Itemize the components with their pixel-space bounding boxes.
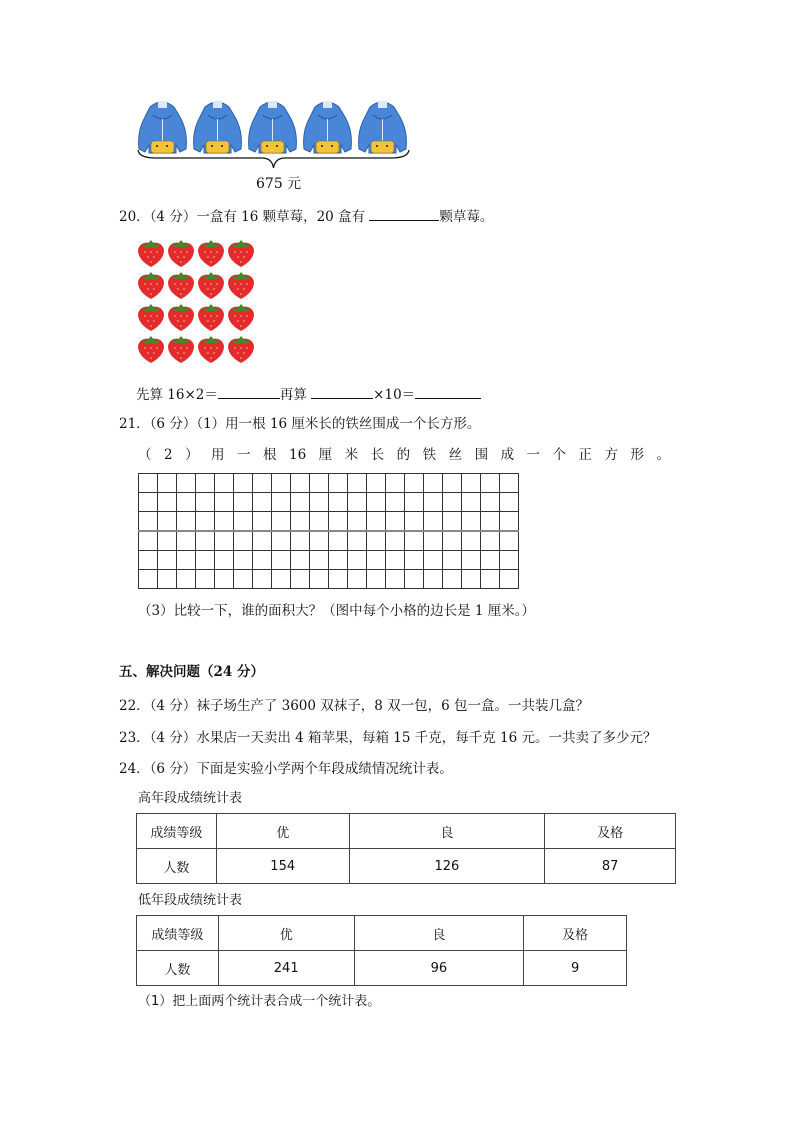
table-cell: 成绩等级 <box>137 916 219 951</box>
grid-cell[interactable] <box>139 493 158 512</box>
grid-cell[interactable] <box>367 551 386 570</box>
grid-cell[interactable] <box>424 570 443 589</box>
grid-cell[interactable] <box>272 570 291 589</box>
grid-row <box>139 570 519 589</box>
grid-cell[interactable] <box>215 570 234 589</box>
char: 丝 <box>448 447 463 463</box>
grid-cell[interactable] <box>177 493 196 512</box>
table1-caption: 高年段成绩统计表 <box>138 791 243 806</box>
jacket-icon <box>301 97 354 155</box>
grid-cell[interactable] <box>443 531 462 551</box>
jacket-icon <box>246 97 299 155</box>
grid-cell[interactable] <box>367 493 386 512</box>
char: （ <box>138 447 152 463</box>
question-number: 24． <box>119 761 150 777</box>
table-cell: 87 <box>545 849 676 884</box>
grid-cell[interactable] <box>348 551 367 570</box>
strawberry-icon <box>166 236 196 268</box>
square-grid-paper[interactable] <box>138 473 519 589</box>
grid-cell[interactable] <box>500 551 519 570</box>
grid-cell[interactable] <box>177 512 196 532</box>
grid-cell[interactable] <box>462 531 481 551</box>
grid-cell[interactable] <box>272 531 291 551</box>
grid-cell[interactable] <box>215 531 234 551</box>
strawberry-icon <box>166 300 196 332</box>
step2-blank-a[interactable] <box>311 384 373 399</box>
char: 厘 <box>318 447 333 463</box>
table-cell: 126 <box>349 849 545 884</box>
char: 一 <box>237 447 251 463</box>
grid-cell[interactable] <box>500 493 519 512</box>
grid-cell[interactable] <box>272 512 291 532</box>
q24-sub1: （1）把上面两个统计表合成一个统计表。 <box>138 994 381 1009</box>
grid-cell[interactable] <box>253 474 272 493</box>
table-cell: 及格 <box>524 916 627 951</box>
grid-cell[interactable] <box>462 474 481 493</box>
grid-cell[interactable] <box>386 551 405 570</box>
grid-cell[interactable] <box>424 474 443 493</box>
strawberry-icon <box>196 332 226 364</box>
strawberry-icon <box>166 332 196 364</box>
grid-cell[interactable] <box>215 551 234 570</box>
grid-cell[interactable] <box>443 493 462 512</box>
grid-cell[interactable] <box>272 493 291 512</box>
grid-cell[interactable] <box>310 531 329 551</box>
grid-row <box>139 531 519 551</box>
grid-cell[interactable] <box>443 551 462 570</box>
table-cell: 人数 <box>137 951 219 986</box>
step2-label: 再算 <box>279 387 307 403</box>
grid-cell[interactable] <box>443 512 462 532</box>
char: 的 <box>396 447 411 463</box>
grid-cell[interactable] <box>196 551 215 570</box>
char: 用 <box>211 447 225 463</box>
question-23 <box>119 729 657 747</box>
grid-cell[interactable] <box>481 570 500 589</box>
grid-cell[interactable] <box>177 570 196 589</box>
grid-cell[interactable] <box>367 474 386 493</box>
grid-cell[interactable] <box>348 512 367 532</box>
grid-cell[interactable] <box>196 512 215 532</box>
grid-cell[interactable] <box>386 570 405 589</box>
char: ） <box>185 447 199 463</box>
grid-cell[interactable] <box>234 493 253 512</box>
grid-cell[interactable] <box>291 551 310 570</box>
total-price: 675 元 <box>256 176 302 192</box>
char: 16 <box>289 447 307 463</box>
table-cell: 人数 <box>137 849 217 884</box>
char: 一 <box>526 447 541 463</box>
grid-cell[interactable] <box>253 570 272 589</box>
table-cell: 优 <box>218 916 354 951</box>
grid-cell[interactable] <box>424 551 443 570</box>
strawberry-icon <box>226 268 256 300</box>
step1-blank[interactable] <box>218 384 280 399</box>
grid-cell[interactable] <box>424 493 443 512</box>
grid-cell[interactable] <box>177 551 196 570</box>
grid-cell[interactable] <box>329 551 348 570</box>
senior-grade-table <box>136 813 676 884</box>
strawberry-icon <box>226 300 256 332</box>
table-header-row <box>137 814 676 849</box>
strawberry-icon <box>196 300 226 332</box>
jacket-row <box>136 97 411 155</box>
grid-cell[interactable] <box>443 474 462 493</box>
question-number: 22． <box>119 698 150 714</box>
table-cell: 良 <box>349 814 545 849</box>
grid-cell[interactable] <box>234 512 253 532</box>
grid-cell[interactable] <box>158 551 177 570</box>
grid-cell[interactable] <box>386 512 405 532</box>
grid-cell[interactable] <box>196 474 215 493</box>
grid-cell[interactable] <box>177 531 196 551</box>
grid-cell[interactable] <box>462 551 481 570</box>
brace-icon <box>136 148 411 178</box>
question-text: 袜子场生产了 3600 双袜子，8 双一包，6 包一盒。一共装几盒？ <box>196 698 590 714</box>
question-24 <box>119 760 453 778</box>
question-score: （6 分） <box>149 416 197 432</box>
char: 围 <box>474 447 489 463</box>
table-cell: 241 <box>218 951 354 986</box>
step2-blank-b[interactable] <box>415 384 481 399</box>
grid-cell[interactable] <box>139 512 158 532</box>
grid-row <box>139 474 519 493</box>
grid-cell[interactable] <box>481 493 500 512</box>
grid-row <box>139 512 519 532</box>
grid-cell[interactable] <box>462 493 481 512</box>
grid-cell[interactable] <box>405 531 424 551</box>
step2-op: ×10＝ <box>373 387 416 403</box>
table2-caption: 低年段成绩统计表 <box>138 893 243 908</box>
grid-cell[interactable] <box>196 493 215 512</box>
table-cell: 优 <box>216 814 349 849</box>
grid-cell[interactable] <box>177 474 196 493</box>
grid-cell[interactable] <box>158 493 177 512</box>
strawberry-icon <box>136 332 166 364</box>
grid-cell[interactable] <box>310 493 329 512</box>
strawberry-icon <box>226 332 256 364</box>
grid-cell[interactable] <box>158 570 177 589</box>
grid-cell[interactable] <box>481 512 500 532</box>
grid-cell[interactable] <box>253 551 272 570</box>
grid-cell[interactable] <box>405 493 424 512</box>
char: 形 <box>630 447 644 463</box>
grid-row <box>139 493 519 512</box>
grid-cell[interactable] <box>348 493 367 512</box>
grid-cell[interactable] <box>405 570 424 589</box>
table-cell: 96 <box>354 951 524 986</box>
grid-cell[interactable] <box>329 570 348 589</box>
grid-cell[interactable] <box>291 493 310 512</box>
grid-row <box>139 551 519 570</box>
char: 长 <box>370 447 385 463</box>
char: 铁 <box>422 447 437 463</box>
char: 个 <box>552 447 567 463</box>
grid-cell[interactable] <box>139 570 158 589</box>
grid-cell[interactable] <box>500 512 519 532</box>
grid-cell[interactable] <box>310 570 329 589</box>
strawberry-grid <box>136 236 256 364</box>
table-row <box>137 849 676 884</box>
grid-cell[interactable] <box>158 531 177 551</box>
table-header-row <box>137 916 627 951</box>
jacket-icon <box>136 97 189 155</box>
char: 成 <box>500 447 515 463</box>
grid-cell[interactable] <box>481 551 500 570</box>
question-text: 下面是实验小学两个年段成绩情况统计表。 <box>196 761 453 777</box>
grid-cell[interactable] <box>139 474 158 493</box>
grid-cell[interactable] <box>234 570 253 589</box>
char: 正 <box>578 447 593 463</box>
grid-cell[interactable] <box>310 474 329 493</box>
section-title: 五、解决问题（24 分） <box>119 664 264 680</box>
question-20 <box>119 206 493 226</box>
grid-cell[interactable] <box>253 512 272 532</box>
grid-cell[interactable] <box>291 570 310 589</box>
strawberry-icon <box>166 268 196 300</box>
grid-cell[interactable] <box>310 551 329 570</box>
grid-cell[interactable] <box>196 570 215 589</box>
grid-cell[interactable] <box>139 531 158 551</box>
grid-cell[interactable] <box>348 531 367 551</box>
grid-cell[interactable] <box>291 474 310 493</box>
char: 方 <box>604 447 618 463</box>
strawberry-icon <box>136 268 166 300</box>
table-cell: 成绩等级 <box>137 814 217 849</box>
table-cell: 154 <box>216 849 349 884</box>
strawberry-icon <box>196 236 226 268</box>
grid-cell[interactable] <box>234 474 253 493</box>
step1-label: 先算 16×2＝ <box>136 387 218 403</box>
grid-cell[interactable] <box>291 512 310 532</box>
grid-cell[interactable] <box>253 493 272 512</box>
grid-cell[interactable] <box>215 474 234 493</box>
question-score: （6 分） <box>149 761 197 777</box>
grid-cell[interactable] <box>272 474 291 493</box>
grid-cell[interactable] <box>348 570 367 589</box>
grid-cell[interactable] <box>215 512 234 532</box>
grid-cell[interactable] <box>329 512 348 532</box>
grid-cell[interactable] <box>386 493 405 512</box>
junior-grade-table <box>136 915 627 986</box>
char: 米 <box>344 447 359 463</box>
question-text-after: 颗草莓。 <box>439 209 494 225</box>
grid-cell[interactable] <box>329 474 348 493</box>
grid-cell[interactable] <box>329 493 348 512</box>
q21-part2 <box>138 446 670 464</box>
char: 根 <box>263 447 277 463</box>
grid-cell[interactable] <box>462 570 481 589</box>
char: 2 <box>163 447 173 463</box>
grid-cell[interactable] <box>291 531 310 551</box>
answer-blank[interactable] <box>369 206 439 221</box>
grid-cell[interactable] <box>481 474 500 493</box>
question-21 <box>119 415 480 433</box>
q20-steps <box>136 384 481 404</box>
grid-cell[interactable] <box>310 512 329 532</box>
strawberry-icon <box>196 268 226 300</box>
grid-cell[interactable] <box>348 474 367 493</box>
grid-cell[interactable] <box>234 531 253 551</box>
grid-cell[interactable] <box>158 474 177 493</box>
grid-cell[interactable] <box>234 551 253 570</box>
grid-cell[interactable] <box>405 551 424 570</box>
q21-part1: （1）用一根 16 厘米长的铁丝围成一个长方形。 <box>196 416 481 432</box>
question-score: （4 分） <box>149 209 197 225</box>
grid-cell[interactable] <box>367 570 386 589</box>
grid-cell[interactable] <box>367 512 386 532</box>
strawberry-icon <box>226 236 256 268</box>
grid-cell[interactable] <box>367 531 386 551</box>
question-22 <box>119 697 589 715</box>
grid-cell[interactable] <box>405 474 424 493</box>
grid-cell[interactable] <box>386 531 405 551</box>
grid-cell[interactable] <box>500 570 519 589</box>
question-score: （4 分） <box>149 698 197 714</box>
grid-cell[interactable] <box>462 512 481 532</box>
grid-cell[interactable] <box>481 531 500 551</box>
question-number: 20． <box>119 209 150 225</box>
table-cell: 9 <box>524 951 627 986</box>
grid-cell[interactable] <box>405 512 424 532</box>
grid-cell[interactable] <box>500 474 519 493</box>
grid-cell[interactable] <box>329 531 348 551</box>
grid-cell[interactable] <box>253 531 272 551</box>
grid-cell[interactable] <box>215 493 234 512</box>
question-text: 一盒有 16 颗草莓，20 盒有 <box>196 209 366 225</box>
grid-cell[interactable] <box>272 551 291 570</box>
strawberry-icon <box>136 300 166 332</box>
grid-cell[interactable] <box>196 531 215 551</box>
grid-cell[interactable] <box>386 474 405 493</box>
table-cell: 及格 <box>545 814 676 849</box>
jacket-icon <box>356 97 409 155</box>
grid-cell[interactable] <box>139 551 158 570</box>
grid-cell[interactable] <box>424 531 443 551</box>
jacket-icon <box>191 97 244 155</box>
question-score: （4 分） <box>149 730 197 746</box>
table-row <box>137 951 627 986</box>
grid-cell[interactable] <box>424 512 443 532</box>
grid-cell[interactable] <box>500 531 519 551</box>
q21-part3: （3）比较一下，谁的面积大？（图中每个小格的边长是 1 厘米。） <box>138 603 536 619</box>
char: 。 <box>656 447 670 463</box>
grid-cell[interactable] <box>158 512 177 532</box>
grid-cell[interactable] <box>443 570 462 589</box>
strawberry-icon <box>136 236 166 268</box>
table-cell: 良 <box>354 916 524 951</box>
question-number: 23． <box>119 730 150 746</box>
question-number: 21． <box>119 416 150 432</box>
question-text: 水果店一天卖出 4 箱苹果，每箱 15 千克，每千克 16 元。一共卖了多少元？ <box>196 730 657 746</box>
